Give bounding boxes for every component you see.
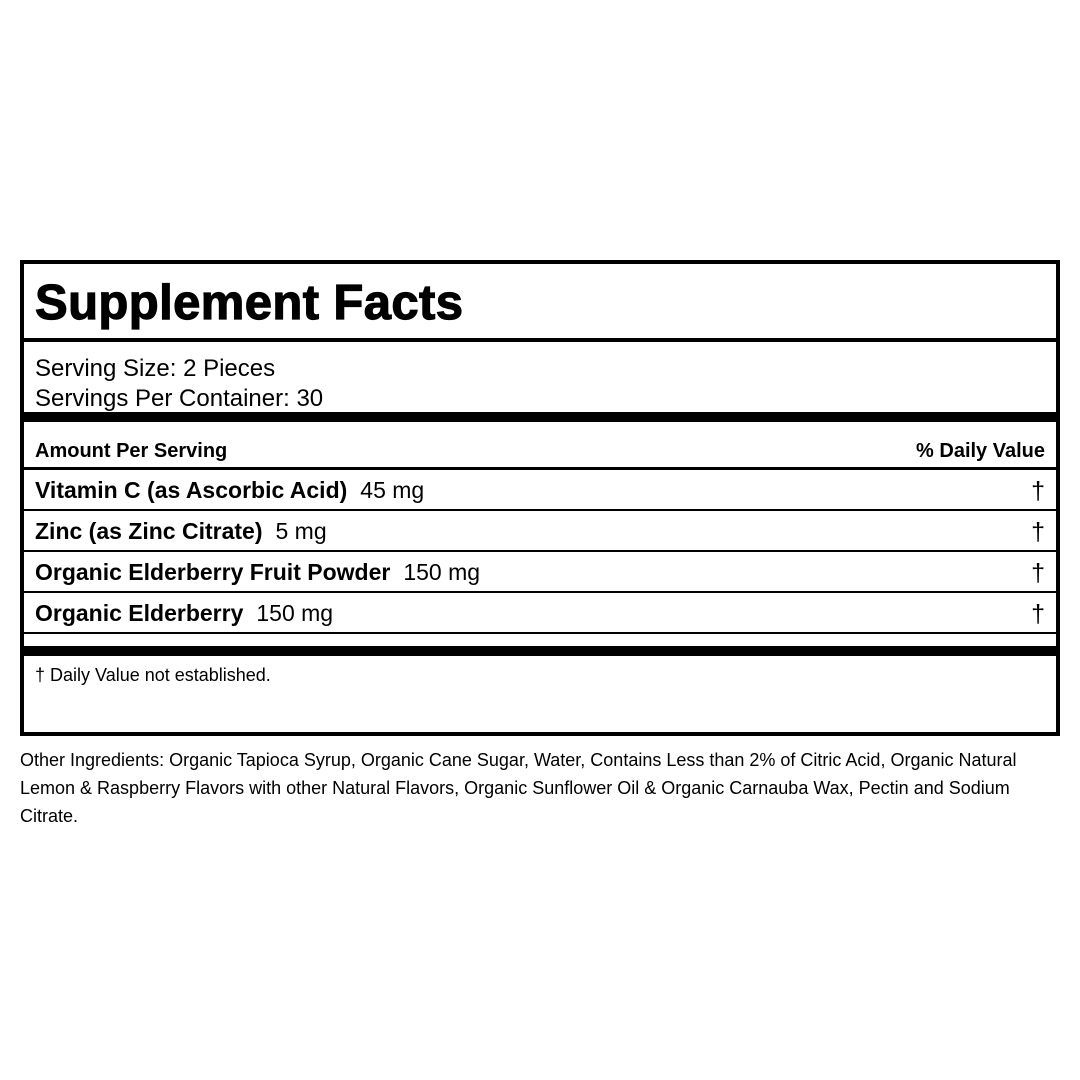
nutrient-name: Vitamin C (as Ascorbic Acid) [35, 477, 348, 503]
nutrient-row-vitamin-c [24, 470, 1056, 511]
nutrient-name-line [35, 517, 327, 545]
thick-divider [24, 646, 1056, 656]
nutrient-name-line [35, 599, 333, 627]
nutrient-name: Organic Elderberry [35, 600, 244, 626]
servings-per-container: Servings Per Container: 30 [35, 385, 324, 412]
nutrient-amount: 150 mg [256, 600, 334, 626]
nutrient-amount: 45 mg [360, 477, 425, 503]
nutrient-amount: 5 mg [275, 518, 327, 544]
serving-info [24, 342, 1056, 422]
other-ingredients: Other Ingredients: Organic Tapioca Syrup, Organic Cane Sugar, Water, Contains Less than 2% of Citric Acid, Organic Natural Lemon & Raspberry Flavors with other Natural Flavors, Organic Sunflower Oil & Organic Carnauba Wax, Pectin and Sodium Citrate. [20, 750, 1017, 826]
nutrient-name-line [35, 476, 424, 504]
amount-per-serving-label: Amount Per Serving [35, 440, 228, 462]
panel-title: Supplement Facts [35, 276, 464, 330]
daily-value-footnote: † Daily Value not established. [35, 665, 271, 685]
nutrient-row-elderberry [24, 593, 1056, 634]
nutrient-name: Organic Elderberry Fruit Powder [35, 559, 391, 585]
daily-value-dagger: † [1031, 600, 1045, 628]
daily-value-dagger: † [1031, 559, 1045, 587]
daily-value-dagger: † [1031, 477, 1045, 505]
nutrient-name-line [35, 558, 480, 586]
nutrient-row-zinc [24, 511, 1056, 552]
supplement-facts-panel [20, 260, 1060, 736]
serving-size: Serving Size: 2 Pieces [35, 355, 276, 382]
daily-value-label: % Daily Value [916, 440, 1045, 462]
nutrient-name: Zinc (as Zinc Citrate) [35, 518, 263, 544]
title-row [24, 264, 1056, 342]
nutrient-row-elderberry-fruit-powder [24, 552, 1056, 593]
nutrient-amount: 150 mg [403, 559, 481, 585]
column-header-row [24, 432, 1056, 470]
daily-value-dagger: † [1031, 518, 1045, 546]
